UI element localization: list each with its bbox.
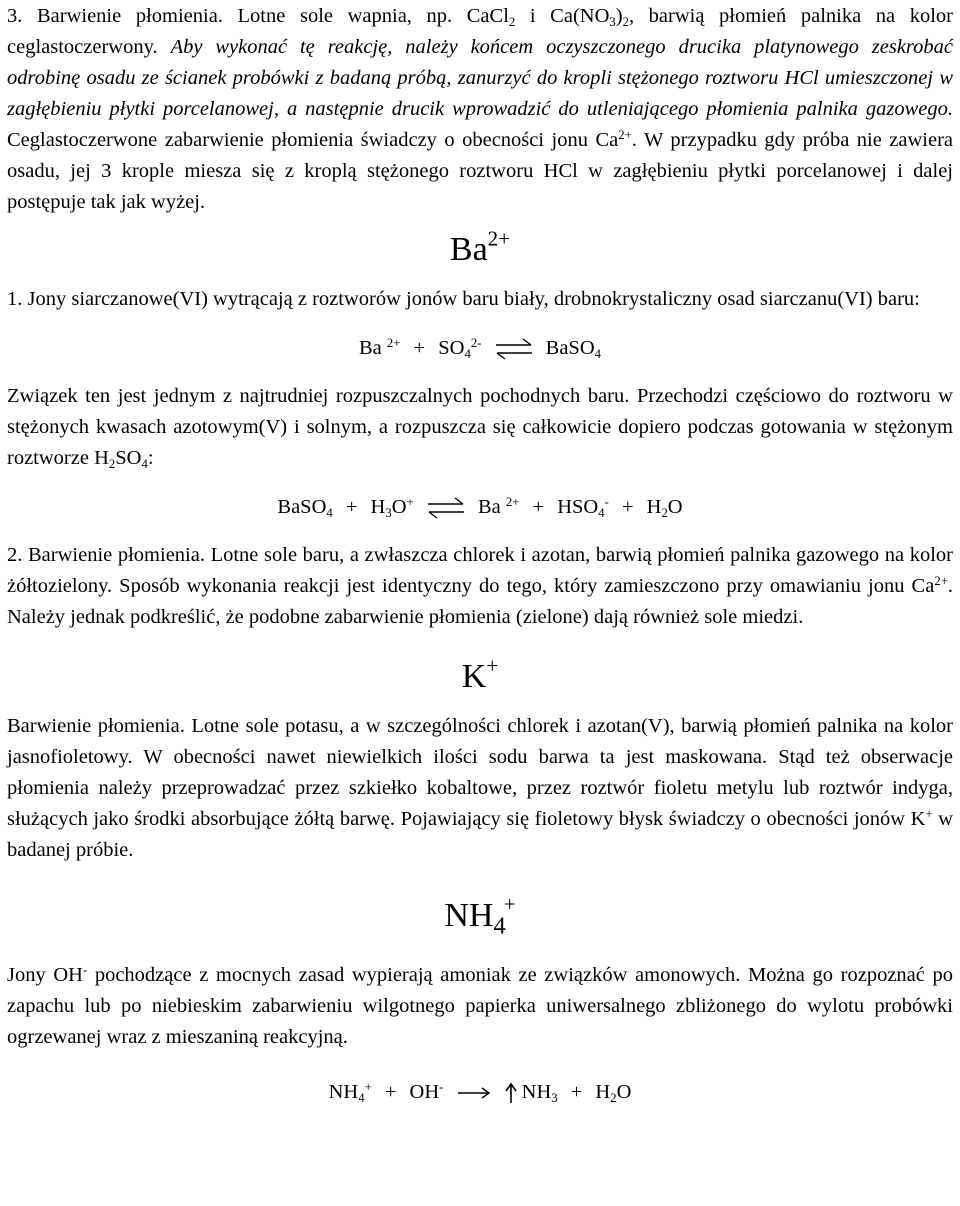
document-page xyxy=(7,0,953,1108)
heading-barium: $Ba^{2+}$ xyxy=(449,226,511,268)
paragraph-calcium-flame: 3. Barwienie płomienia. Lotne sole wapnia, np. CaCl$_2$ i $Ca(NO_3)_2$, barwią płomień palnika na kolor ceglastoczerwony. Aby wykonać tę reakcję, należy końcem oczyszczonego drucika platynowego zeskrobać odrobinę osadu ze ścianek probówki z badaną próbą, zanurzyć do kropli stężonego roztworu HCl umieszczonej w zagłębieniu płytki porcelanowej, a następnie drucik wprowadzić do utleniającego płomienia palnika gazowego. Ceglastoczerwone zabarwienie płomienia świadczy o obecności jonu $Ca^{2+}$. W przypadku gdy próba nie zawiera osadu, jej 3 krople miesza się z kroplą stężonego roztworu HCl w zagłębieniu płytki porcelanowej i dalej postępuje tak jak wyżej. xyxy=(7,5,954,213)
equilibrium-arrow-icon xyxy=(493,338,535,360)
paragraph-barium-sulfate: 1. Jony siarczanowe(VI) wytrącają z roztworów jonów baru biały, drobnokrystaliczny osad siarczanu(VI) baru: xyxy=(7,288,920,310)
heading-ammonium: $NH_4^+$ xyxy=(444,892,516,940)
paragraph-potassium-flame: Barwienie płomienia. Lotne sole potasu, a w szczególności chlorek i azotan(V), barwią płomień palnika na kolor jasnofioletowy. W obecności nawet niewielkich ilości sodu barwa ta jest maskowana. Stąd też obserwacje płomienia należy przeprowadzać przez szkiełko kobaltowe, przez roztwór fioletu metylu lub roztwór indyga, służących jako środki absorbujące żółtą barwę. Pojawiający się fioletowy błysk świadczy o obecności jonów K+ w badanej próbie. xyxy=(7,715,953,861)
paragraph-ammonium: Jony OH- pochodzące z mocnych zasad wypierają amoniak ze związków amonowych. Można go rozpoznać po zapachu lub po niebieskim zabarwieniu wilgotnego papierka uniwersalnego zbliżonego do wylotu probówki ogrzewanej wraz z mieszaniną reakcyjną. xyxy=(7,963,953,1048)
heading-potassium: K+ xyxy=(461,653,499,695)
equation-barium-sulfate: Ba $^{2+} + SO_4^{2-}$ BaSO$_4$ xyxy=(358,336,601,361)
equilibrium-arrow-icon xyxy=(425,497,467,519)
reaction-arrow-icon xyxy=(455,1086,493,1100)
equation-barium-dissolution: BaSO$_4$ + $H_3O^+$ Ba $^{2+} + HSO_4^- + H_2O$ xyxy=(277,495,683,520)
paragraph-barium-solubility: Związek ten jest jednym z najtrudniej rozpuszczalnych pochodnych baru. Przechodzi częściowo do roztworu w stężonych kwasach azotowym(V) i solnym, a rozpuszcza się całkowicie dopiero podczas gotowania w stężonym roztworze $H_2SO_4$: xyxy=(7,385,953,471)
gas-evolution-arrow-icon xyxy=(504,1082,518,1104)
paragraph-barium-flame: 2. Barwienie płomienia. Lotne sole baru, a zwłaszcza chlorek i azotan, barwią płomień palnika gazowego na kolor żółtozielony. Sposób wykonania reakcji jest identyczny do tego, który zamieszczono przy omawianiu jonu $Ca^{2+}$. Należy jednak podkreślić, że podobne zabarwienie płomienia (zielone) dają również sole miedzi. xyxy=(7,544,953,628)
procedure-italic: Aby wykonać tę reakcję, należy końcem oczyszczonego drucika platynowego zeskrobać odrobinę osadu ze ścianek probówki z badaną próbą, zanurzyć do kropli stężonego roztworu HCl umieszczonej w zagłębieniu płytki porcelanowej, a następnie drucik wprowadzić do utleniającego płomienia palnika gazowego. xyxy=(7,36,954,120)
equation-ammonia: $NH_4^+ + OH^-$ $NH_3 + H_2O$ xyxy=(328,1080,632,1105)
